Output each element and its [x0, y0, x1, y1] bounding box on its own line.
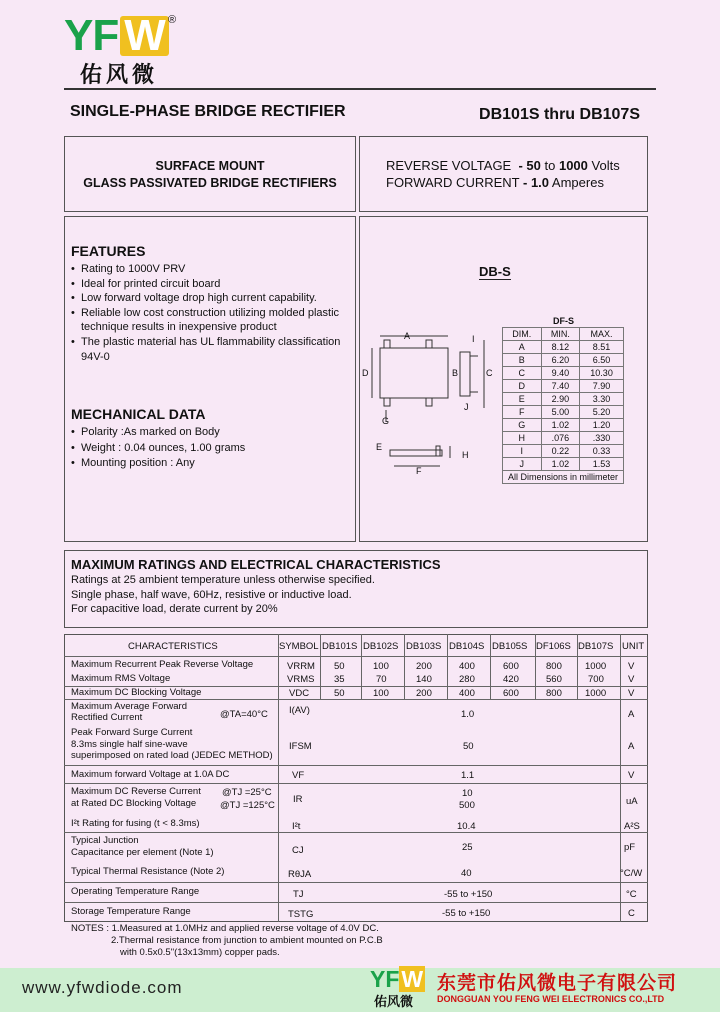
- features-title: FEATURES: [71, 243, 146, 259]
- package-body-side: [460, 352, 470, 396]
- dim-row: F 5.00 5.20: [503, 406, 624, 419]
- mechanical-list: [71, 425, 351, 472]
- label-e: E: [376, 442, 383, 452]
- logo-w-block: W: [120, 16, 169, 56]
- label-f: F: [416, 466, 422, 476]
- footer-logo: YFW: [370, 966, 424, 992]
- lead-tr: [426, 340, 432, 348]
- dim-row: C 9.40 10.30: [503, 367, 624, 380]
- mechanical-item: • Weight : 0.04 ounces, 1.00 grams: [71, 441, 351, 457]
- footer-url[interactable]: www.yfwdiode.com: [22, 978, 183, 997]
- top-rule: [64, 88, 656, 90]
- col-db105s: DB105S: [492, 641, 528, 652]
- label-g: G: [382, 416, 390, 426]
- col-db101s: DB101S: [322, 641, 358, 652]
- footer-logo-cn: 佑风微: [374, 995, 414, 1010]
- col-db103s: DB103S: [406, 641, 442, 652]
- dim-row: B 6.20 6.50: [503, 354, 624, 367]
- mechanical-title: MECHANICAL DATA: [71, 406, 206, 422]
- feature-item: • The plastic material has UL flammability classification 94V-0: [71, 335, 351, 364]
- dim-row: H .076 .330: [503, 432, 624, 445]
- package-body-bottom: [390, 450, 442, 456]
- label-a: A: [404, 331, 411, 341]
- features-list: [71, 262, 351, 364]
- lead-bl: [384, 398, 390, 406]
- intro-right-box: [359, 136, 648, 212]
- intro-line-2: GLASS PASSIVATED BRIDGE RECTIFIERS: [83, 176, 337, 190]
- ratings-conditions: [71, 573, 375, 617]
- package-label: DB-S: [479, 264, 511, 279]
- bottom-lead: [436, 446, 440, 456]
- col-db107s: DB107S: [578, 641, 614, 652]
- lead-br: [426, 398, 432, 406]
- col-unit: UNIT: [622, 641, 645, 652]
- intro-left-box: [64, 136, 356, 212]
- logo-letters: YF: [64, 11, 119, 60]
- label-j: J: [464, 402, 469, 412]
- label-c: C: [486, 368, 493, 378]
- col-db104s: DB104S: [449, 641, 485, 652]
- ratings-line-3: For capacitive load, derate current by 20%: [71, 603, 278, 615]
- note-2: 2.Thermal resistance from junction to ambient mounted on P.C.B: [111, 935, 383, 946]
- mechanical-item: • Polarity :As marked on Body: [71, 425, 351, 441]
- dim-row: J 1.02 1.53: [503, 458, 624, 471]
- reverse-voltage-line: REVERSE VOLTAGE - 50 to 1000 Volts: [386, 158, 620, 173]
- footer-company-cn: 东莞市佑风微电子有限公司: [437, 972, 678, 994]
- brand-chinese: 佑风微: [80, 63, 159, 88]
- col-characteristics: CHARACTERISTICS: [128, 641, 218, 652]
- dim-row: E 2.90 3.30: [503, 393, 624, 406]
- feature-item: • Low forward voltage drop high current capability.: [71, 291, 351, 306]
- footer-company-en: DONGGUAN YOU FENG WEI ELECTRONICS CO.,LTD: [437, 994, 665, 1004]
- side-leads: [470, 356, 478, 392]
- col-db102s: DB102S: [363, 641, 399, 652]
- intro-line-1: SURFACE MOUNT: [155, 159, 265, 173]
- feature-item: • Reliable low cost construction utilizing molded plastic technique results in inexpensive product: [71, 306, 351, 335]
- package-outline-drawing: [360, 326, 500, 476]
- note-1: NOTES : 1.Measured at 1.0MHz and applied reverse voltage of 4.0V DC.: [71, 923, 379, 934]
- feature-item: • Rating to 1000V PRV: [71, 262, 351, 277]
- feature-item: • Ideal for printed circuit board: [71, 277, 351, 292]
- label-d: D: [362, 368, 369, 378]
- doc-title: SINGLE-PHASE BRIDGE RECTIFIER: [70, 103, 346, 120]
- dimension-table: [502, 327, 624, 484]
- lead-tl: [384, 340, 390, 348]
- package-body-top: [380, 348, 448, 398]
- mechanical-item: • Mounting position : Any: [71, 456, 351, 472]
- dim-row: D 7.40 7.90: [503, 380, 624, 393]
- forward-current-line: FORWARD CURRENT - 1.0 Amperes: [386, 175, 604, 190]
- label-i: I: [472, 334, 475, 344]
- label-b: B: [452, 368, 459, 378]
- brand-logo: [64, 11, 169, 60]
- dim-row: G 1.02 1.20: [503, 419, 624, 432]
- dim-table-title: DF-S: [553, 316, 574, 326]
- col-symbol: SYMBOL: [279, 641, 319, 652]
- ratings-title: MAXIMUM RATINGS AND ELECTRICAL CHARACTERISTICS: [71, 557, 441, 572]
- note-3: with 0.5x0.5"(13x13mm) copper pads.: [120, 947, 280, 958]
- registered-mark: ®: [168, 14, 177, 26]
- dim-header-row: DIM. MIN. MAX.: [503, 328, 624, 341]
- dim-row: A 8.12 8.51: [503, 341, 624, 354]
- ratings-line-2: Single phase, half wave, 60Hz, resistive or inductive load.: [71, 588, 352, 601]
- dim-row: I 0.22 0.33: [503, 445, 624, 458]
- part-range: DB101S thru DB107S: [479, 106, 640, 123]
- col-df106s: DF106S: [536, 641, 571, 652]
- dim-note-row: All Dimensions in millimeter: [503, 471, 624, 484]
- ratings-line-1: Ratings at 25 ambient temperature unless otherwise specified.: [71, 574, 375, 586]
- label-h: H: [462, 450, 469, 460]
